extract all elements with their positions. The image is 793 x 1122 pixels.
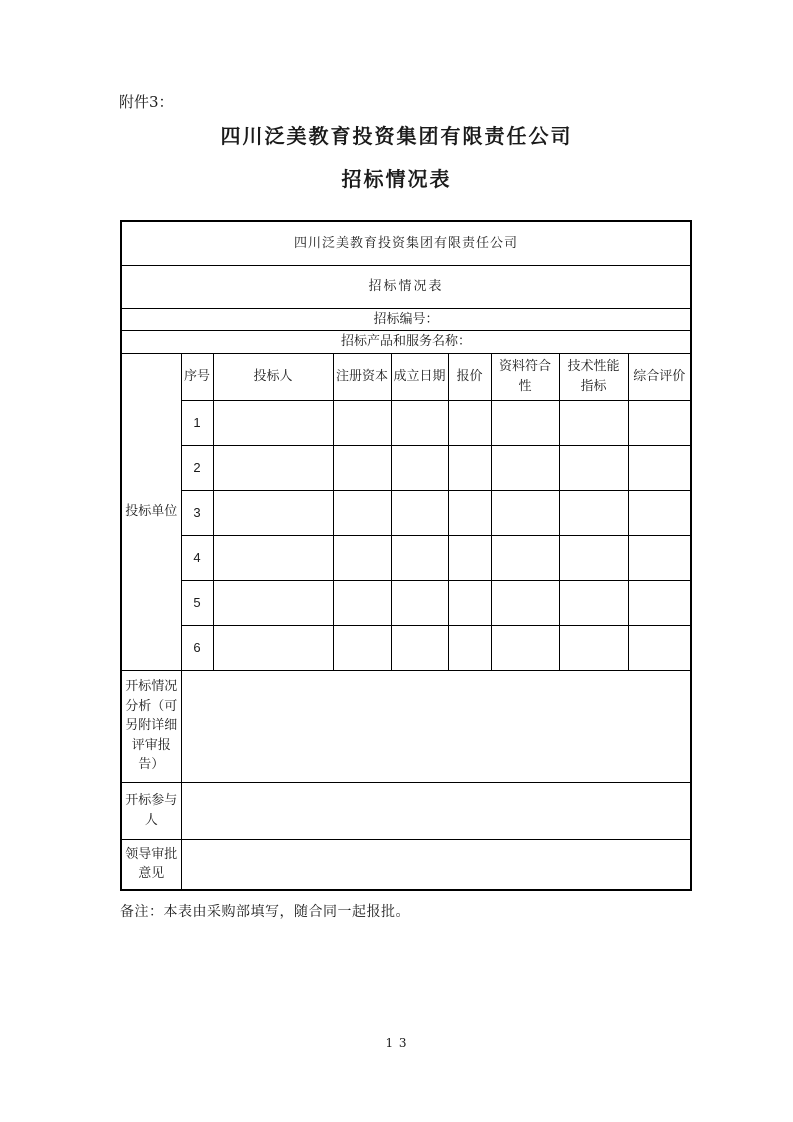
bid-products-label: 招标产品和服务名称：	[121, 331, 691, 354]
empty-cell	[491, 580, 559, 625]
col-header-founding-date: 成立日期	[391, 353, 448, 400]
bid-number-label: 招标编号：	[121, 308, 691, 331]
document-title: 四川泛美教育投资集团有限责任公司	[220, 124, 573, 148]
empty-cell	[448, 580, 491, 625]
analysis-row	[121, 670, 691, 782]
empty-cell	[628, 535, 691, 580]
empty-cell	[559, 490, 628, 535]
bidder-row	[121, 535, 691, 580]
row-number: 2	[181, 445, 213, 490]
empty-cell	[559, 625, 628, 670]
empty-cell	[213, 400, 333, 445]
empty-cell	[559, 445, 628, 490]
col-header-tech-specs: 技术性能指标	[559, 353, 628, 400]
bid-form-table	[120, 220, 692, 891]
empty-cell	[559, 400, 628, 445]
row-number: 4	[181, 535, 213, 580]
empty-cell	[333, 490, 391, 535]
empty-cell	[628, 580, 691, 625]
empty-cell	[448, 490, 491, 535]
empty-cell	[391, 580, 448, 625]
col-header-quote: 报价	[448, 353, 491, 400]
empty-cell	[213, 490, 333, 535]
bidder-row	[121, 580, 691, 625]
empty-cell	[213, 445, 333, 490]
empty-cell	[391, 400, 448, 445]
empty-cell	[448, 535, 491, 580]
col-header-bidder: 投标人	[213, 353, 333, 400]
empty-cell	[213, 580, 333, 625]
col-header-registered-capital: 注册资本	[333, 353, 391, 400]
empty-cell	[391, 535, 448, 580]
note-label: 备注：	[120, 904, 164, 920]
company-header-row	[121, 221, 691, 265]
approval-label: 领导审批意见	[121, 839, 181, 890]
empty-cell	[181, 782, 691, 839]
row-number: 6	[181, 625, 213, 670]
empty-cell	[448, 400, 491, 445]
empty-cell	[333, 580, 391, 625]
attachment-label: 附件3：	[119, 93, 174, 111]
bidder-row	[121, 490, 691, 535]
empty-cell	[628, 490, 691, 535]
empty-cell	[181, 670, 691, 782]
empty-cell	[333, 400, 391, 445]
col-header-seq: 序号	[181, 353, 213, 400]
empty-cell	[628, 400, 691, 445]
note-text: 本表由采购部填写，随合同一起报批。	[163, 904, 410, 920]
page-number: 1 3	[385, 1036, 408, 1050]
empty-cell	[391, 445, 448, 490]
table-form-title: 招标情况表	[121, 265, 691, 308]
row-number: 5	[181, 580, 213, 625]
row-number: 1	[181, 400, 213, 445]
bidder-row	[121, 625, 691, 670]
bidder-row	[121, 445, 691, 490]
analysis-label: 开标情况分析（可另附详细评审报告）	[121, 670, 181, 782]
empty-cell	[491, 445, 559, 490]
footnote	[120, 901, 410, 921]
empty-cell	[391, 625, 448, 670]
bidder-section-label: 投标单位	[121, 353, 181, 670]
empty-cell	[559, 535, 628, 580]
row-number: 3	[181, 490, 213, 535]
table-company-header: 四川泛美教育投资集团有限责任公司	[121, 221, 691, 265]
bidder-row	[121, 400, 691, 445]
form-title-row	[121, 265, 691, 308]
empty-cell	[559, 580, 628, 625]
participants-label: 开标参与人	[121, 782, 181, 839]
empty-cell	[628, 445, 691, 490]
bid-number-row	[121, 308, 691, 331]
empty-cell	[491, 625, 559, 670]
participants-row	[121, 782, 691, 839]
empty-cell	[333, 625, 391, 670]
col-header-overall-eval: 综合评价	[628, 353, 691, 400]
empty-cell	[491, 490, 559, 535]
col-header-doc-compliance: 资料符合性	[491, 353, 559, 400]
empty-cell	[213, 535, 333, 580]
empty-cell	[391, 490, 448, 535]
column-header-row	[121, 353, 691, 400]
approval-row	[121, 839, 691, 890]
empty-cell	[213, 625, 333, 670]
bid-products-row	[121, 331, 691, 354]
document-subtitle: 招标情况表	[341, 167, 452, 191]
empty-cell	[448, 625, 491, 670]
empty-cell	[181, 839, 691, 890]
empty-cell	[491, 400, 559, 445]
empty-cell	[333, 445, 391, 490]
empty-cell	[448, 445, 491, 490]
empty-cell	[628, 625, 691, 670]
empty-cell	[333, 535, 391, 580]
empty-cell	[491, 535, 559, 580]
